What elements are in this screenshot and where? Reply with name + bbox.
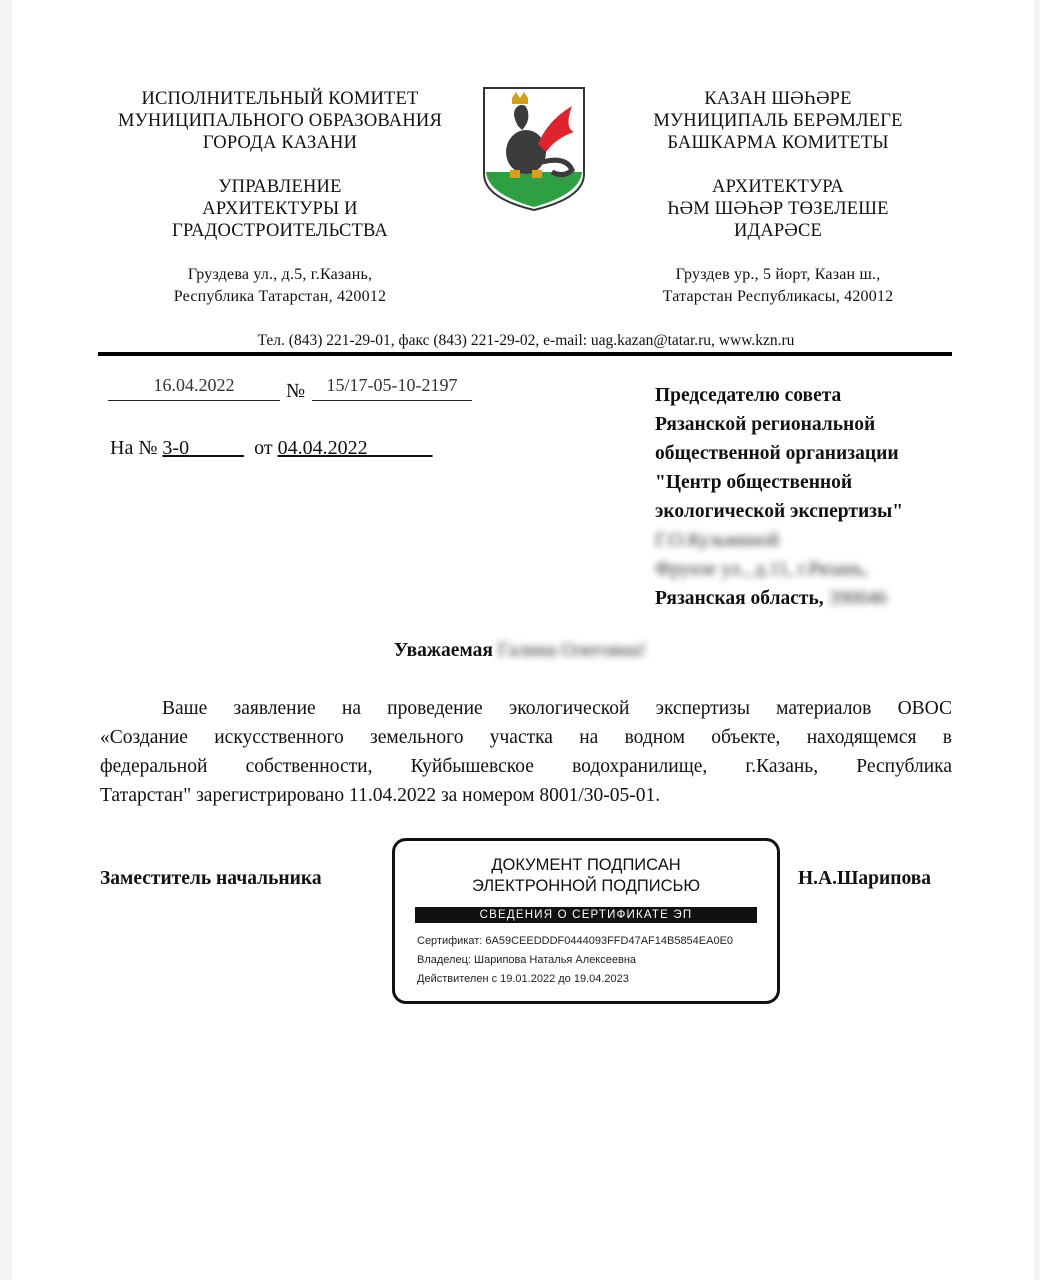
recipient-street-redacted: Фрунзе ул., д.11, г.Рязань,: [655, 559, 869, 580]
ref-from: от: [254, 437, 273, 459]
ref-prefix: На №: [110, 437, 158, 459]
letter-body: Ваше заявление на проведение экологической экспертизы материалов ОВОС «Создание искусственного земельного участка на водном объекте, находящемся в федеральной собственности, Куйбышевское водохранилище, г.Казань, Республика Татарстан" зарегистрировано 11.04.2022 за номером 8001/30-05-01.: [100, 698, 952, 806]
header-left-ru: [90, 88, 470, 308]
salutation-name-redacted: Галина Олеговна!: [497, 640, 647, 661]
recipient-block: Председателю совета Рязанской региональной общественной организации "Центр общественной экологической экспертизы" Г.О.Кузьминой Фрунзе ул., д.11, г.Рязань, Рязанская область, 390046: [655, 381, 975, 613]
e-signature-stamp: [392, 838, 780, 1004]
reference-line: [110, 437, 433, 460]
number-sign: №: [286, 380, 306, 402]
stamp-cert-header: СВЕДЕНИЯ О СЕРТИФИКАТЕ ЭП: [415, 907, 757, 923]
header-right-tt: [588, 88, 968, 308]
signatory-title: Заместитель начальника: [100, 868, 322, 889]
recipient-name-redacted: Г.О.Кузьминой: [655, 530, 780, 551]
ref-number: 3-0: [162, 437, 190, 459]
recipient-zip-redacted: 390046: [828, 588, 888, 609]
ref-date: 04.04.2022: [277, 437, 368, 459]
outgoing-number: 15/17-05-10-2197: [312, 375, 472, 401]
contact-line: Тел. (843) 221-29-01, факс (843) 221-29-02, e-mail: uag.kazan@tatar.ru, www.kzn.ru: [257, 332, 795, 349]
dept-name-ru: УПРАВЛЕНИЕ АРХИТЕКТУРЫ И ГРАДОСТРОИТЕЛЬСТВА: [172, 177, 388, 241]
header-divider: [98, 352, 952, 356]
recipient-region: Рязанская область, 390046: [655, 588, 888, 609]
salutation: Уважаемая Галина Олеговна!: [393, 640, 647, 661]
cert-validity: Действителен с 19.01.2022 до 19.04.2023: [417, 973, 629, 985]
org-name-tt: КАЗАН ШӘҺӘРЕ МУНИЦИПАЛЬ БЕРӘМЛЕГЕ БАШКАРМА КОМИТЕТЫ: [653, 89, 903, 153]
cert-number: Сертификат: 6A59CEEDDDF0444093FFD47AF14B5854EA0E0: [417, 935, 734, 947]
dept-name-tt: АРХИТЕКТУРА ҺӘМ ШӘҺӘР ТӨЗЕЛЕШЕ ИДАРӘСЕ: [667, 177, 889, 241]
outgoing-date: 16.04.2022: [108, 375, 280, 401]
cert-owner: Владелец: Шарипова Наталья Алексеевна: [417, 954, 637, 966]
address-tt: Груздев ур., 5 йорт, Казан ш., Татарстан Республикасы, 420012: [662, 266, 894, 305]
org-name-ru: ИСПОЛНИТЕЛЬНЫЙ КОМИТЕТ МУНИЦИПАЛЬНОГО ОБРАЗОВАНИЯ ГОРОДА КАЗАНИ: [117, 89, 443, 153]
signatory-name: Н.А.Шарипова: [798, 868, 932, 889]
address-ru: Груздева ул., д.5, г.Казань, Республика Татарстан, 420012: [173, 266, 387, 305]
stamp-title: ДОКУМЕНТ ПОДПИСАН ЭЛЕКТРОННОЙ ПОДПИСЬЮ: [471, 856, 701, 895]
kazan-coat-of-arms-icon: [482, 86, 586, 212]
stamp-cert-details: [417, 932, 755, 989]
